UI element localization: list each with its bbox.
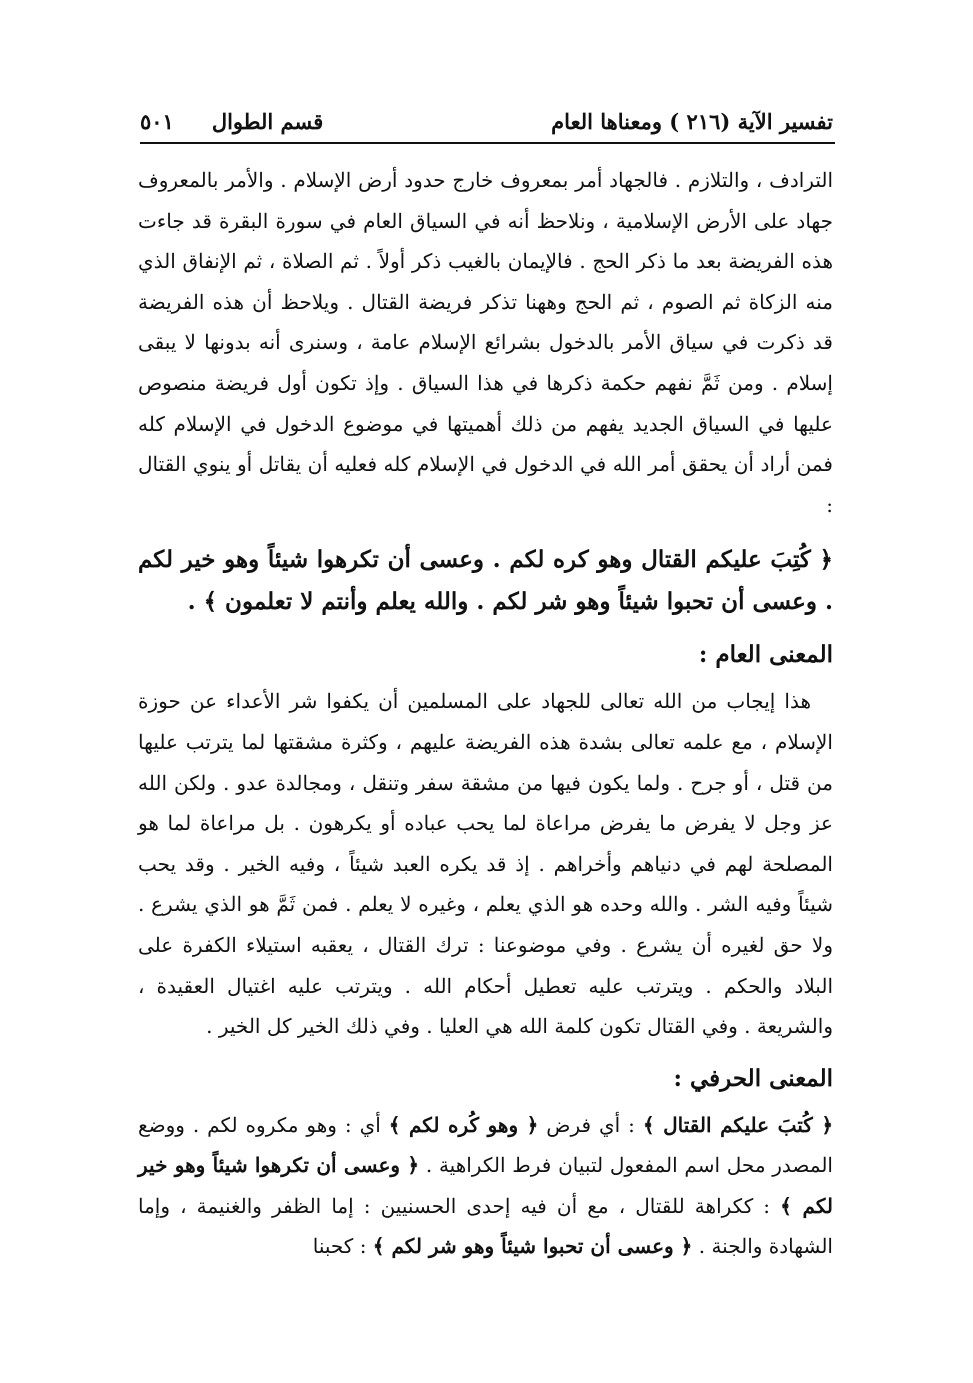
header-title-text: تفسير الآية (٢١٦ ) ومعناها العام <box>551 109 833 134</box>
verse-quote-4: ﴿ وعسى أن تحبوا شيئاً وهو شر لكم ﴾ <box>372 1234 693 1259</box>
quran-verse: ﴿ كُتِبَ عليكم القتال وهو كره لكم . وعسى أن تكرهوا شيئاً وهو خير لكم . وعسى أن تحبوا شيئاً وهو شر لكم . والله يعلم وأنتم لا تعلمون ﴾ . <box>138 546 833 616</box>
header-divider <box>140 142 835 144</box>
general-meaning-paragraph: هذا إيجاب من الله تعالى للجهاد على المسلمين أن يكفوا شر الأعداء عن حوزة الإسلام ، مع علمه تعالى بشدة هذه الفريضة عليهم ، وكثرة مشقتها لما يترتب عليها من قتل ، أو جرح . ولما يكون فيها من مشقة سفر وتنقل ، ومجالدة عدو . ولكن الله عز وجل لا يفرض ما يفرض مراعاة لما يحب عباده أو يكرهون . بل مراعاة لما هو المصلحة لهم في دنياهم وأخراهم . إذ قد يكره العبد شيئاً ، وفيه الخير . وقد يحب شيئاً وفيه الشر . والله وحده هو الذي يعلم ، وغيره لا يعلم . فمن ثَمَّ هو الذي يشرع . ولا حق لغيره أن يشرع . وفي موضوعنا : ترك القتال ، يعقبه استيلاء الكفرة على البلاد والحكم . ويترتب عليه تعطيل أحكام الله . ويترتب عليه اغتيال العقيدة ، والشريعة . وفي القتال تكون كلمة الله هي العليا . وفي ذلك الخير كل الخير . <box>138 689 833 1039</box>
verse-quote-2: ﴿ وهو كُره لكم ﴾ <box>388 1112 539 1137</box>
literal-text-2: أي : وهو مكروه لكم . ووضع المصدر محل اسم المفعول لتبيان فرط الكراهية . <box>138 1112 833 1178</box>
literal-meaning-heading: المعنى الحرفي : <box>673 1064 833 1092</box>
running-header <box>140 100 833 134</box>
literal-text-3: : ككراهة للقتال ، مع أن فيه إحدى الحسنيين : إما الظفر والغنيمة ، وإما الشهادة والجنة . <box>138 1193 833 1259</box>
page-number: ٥٠١ <box>140 109 174 134</box>
general-meaning-heading: المعنى العام : <box>698 641 833 669</box>
intro-paragraph: الترادف ، والتلازم . فالجهاد أمر بمعروف خارج حدود أرض الإسلام . والأمر بالمعروف جهاد على الأرض الإسلامية ، ونلاحظ أنه في السياق العام في سورة البقرة قد جاءت هذه الفريضة بعد ما ذكر الحج . فالإيمان بالغيب ذكر أولاً . ثم الصلاة ، ثم الإنفاق الذي منه الزكاة ثم الصوم ، ثم الحج وههنا تذكر فريضة القتال . ويلاحظ أن هذه الفريضة قد ذكرت في سياق الأمر بالدخول بشرائع الإسلام عامة ، وسنرى أنه بدونها لا يبقى إسلام . ومن ثَمَّ نفهم حكمة ذكرها في هذا السياق . وإذ تكون أول فريضة منصوص عليها في السياق الجديد يفهم من ذلك أهميتها في موضوع الدخول في الإسلام كله فمن أراد أن يحقق أمر الله في الدخول في الإسلام كله فعليه أن يقاتل أو ينوي القتال : <box>138 168 833 517</box>
header-title <box>551 109 833 134</box>
verse-quote-1: ﴿ كُتبَ عليكم القتال ﴾ <box>642 1112 834 1137</box>
literal-meaning-paragraph <box>138 1105 833 1267</box>
literal-text-1: : أي فرض <box>538 1112 643 1137</box>
header-section-name: قسم الطوال <box>211 109 324 134</box>
page-body <box>138 160 833 1267</box>
verse-quote-3: ﴿ وعسى أن تكرهوا شيئاً وهو خير لكم ﴾ <box>138 1153 833 1218</box>
header-section-group <box>140 109 323 134</box>
literal-text-4: : كحبنا <box>312 1234 373 1259</box>
